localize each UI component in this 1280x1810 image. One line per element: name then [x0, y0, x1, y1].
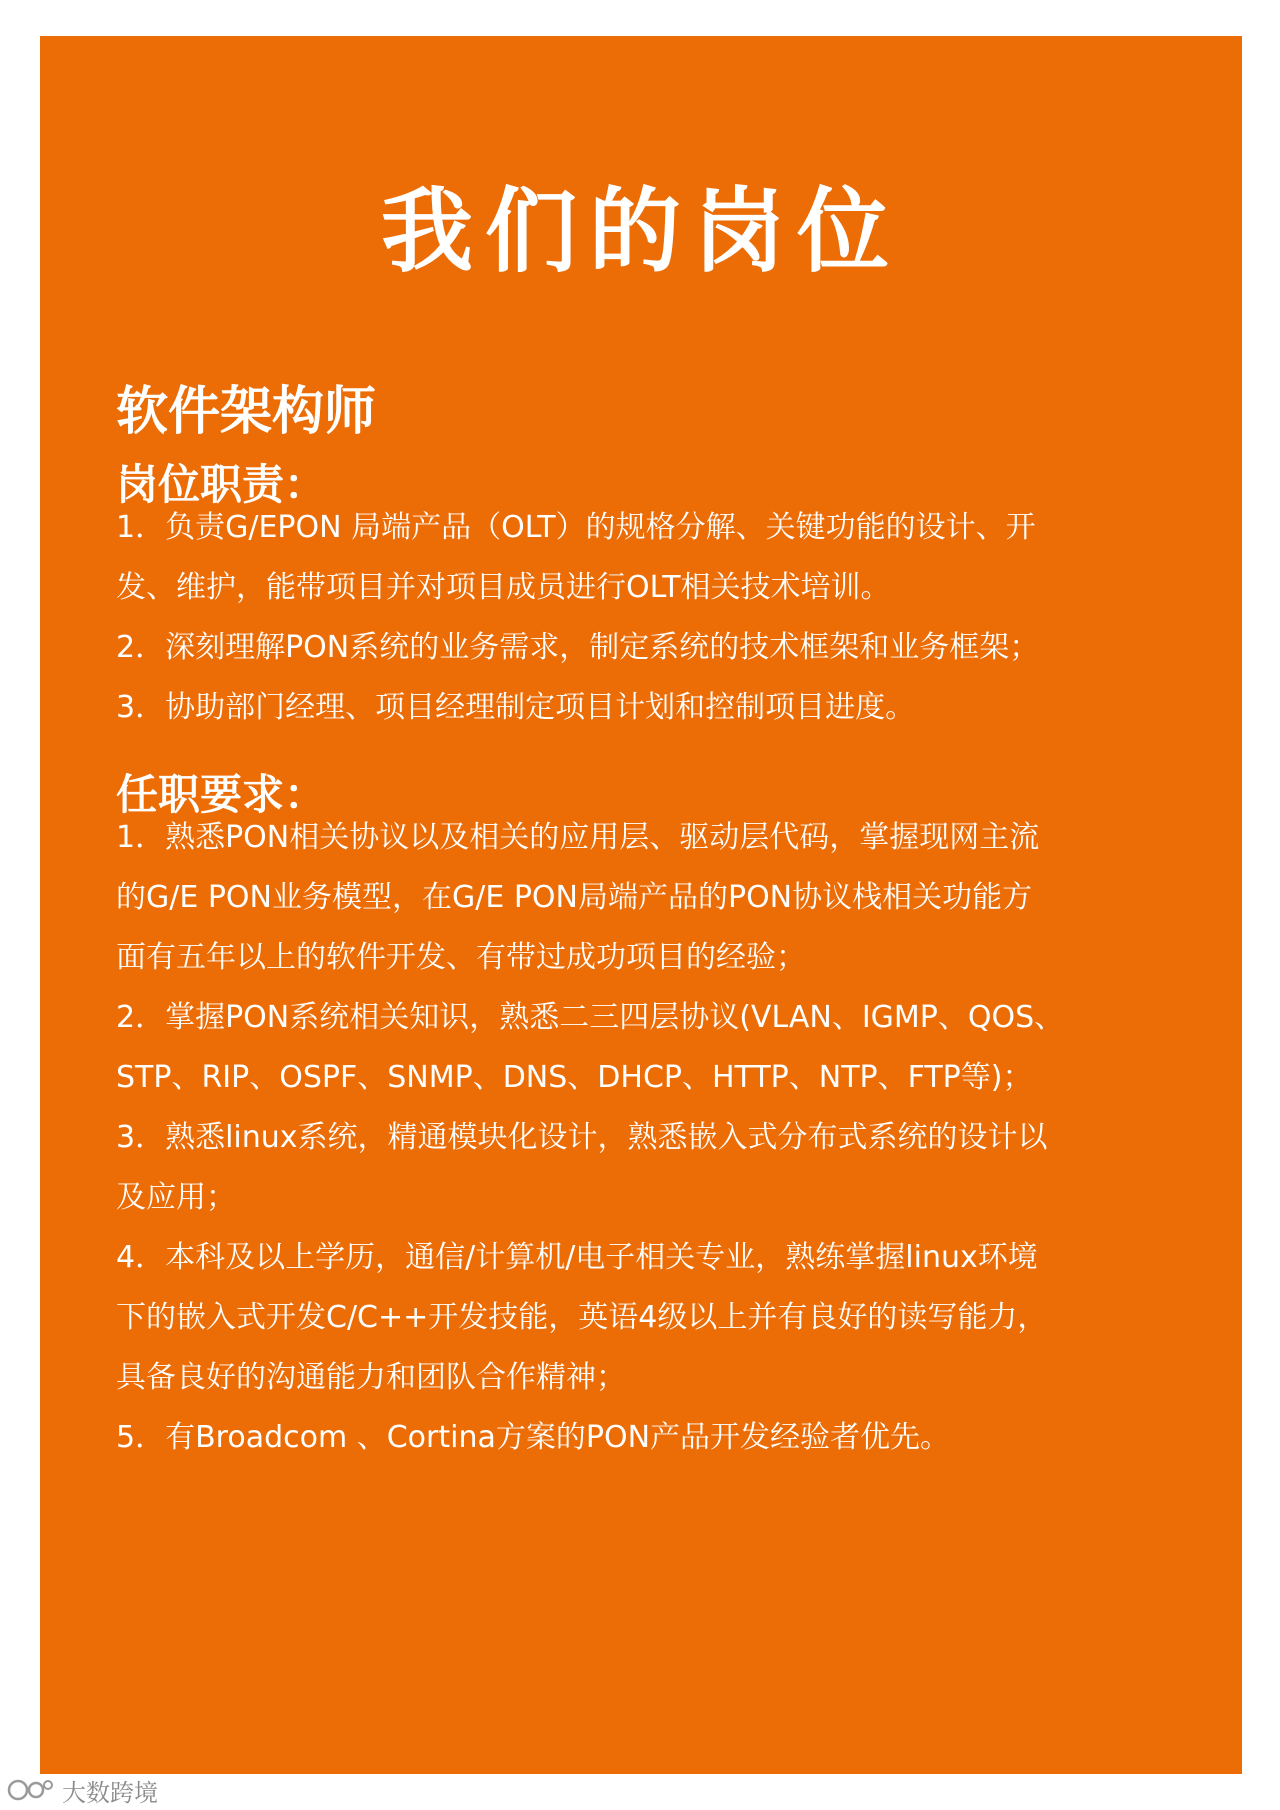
- watermark: [6, 1774, 158, 1806]
- duties-heading: 岗位职责：: [116, 460, 327, 509]
- job-title: 软件架构师: [116, 382, 377, 442]
- requirements-line: 具备良好的沟通能力和团队合作精神；: [116, 1360, 626, 1395]
- requirements-line: 1．熟悉PON相关协议以及相关的应用层、驱动层代码，掌握现网主流: [116, 820, 1040, 855]
- requirements-line: 及应用；: [116, 1180, 236, 1215]
- duties-line: 发、维护，能带项目并对项目成员进行OLT相关技术培训。: [116, 570, 891, 605]
- requirements-line: 面有五年以上的软件开发、有带过成功项目的经验；: [116, 940, 806, 975]
- requirements-line: STP、RIP、OSPF、SNMP、DNS、DHCP、HTTP、NTP、FTP等)；: [116, 1060, 1033, 1095]
- requirements-line: 2．掌握PON系统相关知识，熟悉二三四层协议(VLAN、IGMP、QOS、: [116, 1000, 1065, 1035]
- duties-line: 3．协助部门经理、项目经理制定项目计划和控制项目进度。: [116, 690, 916, 725]
- orange-panel: [40, 36, 1242, 1774]
- requirements-line: 的G/E PON业务模型，在G/E PON局端产品的PON协议栈相关功能方: [116, 880, 1033, 915]
- requirements-heading: 任职要求：: [116, 770, 327, 819]
- duties-list: [116, 498, 1196, 738]
- duties-line: 1．负责G/EPON 局端产品（OLT）的规格分解、关键功能的设计、开: [116, 510, 1036, 545]
- page-title: 我们的岗位: [380, 178, 901, 285]
- watermark-text: 大数跨境: [62, 1778, 158, 1807]
- requirements-line: 4．本科及以上学历，通信/计算机/电子相关专业，熟练掌握linux环境: [116, 1240, 1038, 1275]
- requirements-line: 下的嵌入式开发C/C++开发技能，英语4级以上并有良好的读写能力，: [116, 1300, 1048, 1335]
- watermark-logo-icon: [6, 1777, 54, 1803]
- requirements-line: 3．熟悉linux系统，精通模块化设计，熟悉嵌入式分布式系统的设计以: [116, 1120, 1048, 1155]
- requirements-list: [116, 808, 1196, 1468]
- requirements-line: 5．有Broadcom 、Cortina方案的PON产品开发经验者优先。: [116, 1420, 951, 1455]
- duties-line: 2．深刻理解PON系统的业务需求，制定系统的技术框架和业务框架；: [116, 630, 1040, 665]
